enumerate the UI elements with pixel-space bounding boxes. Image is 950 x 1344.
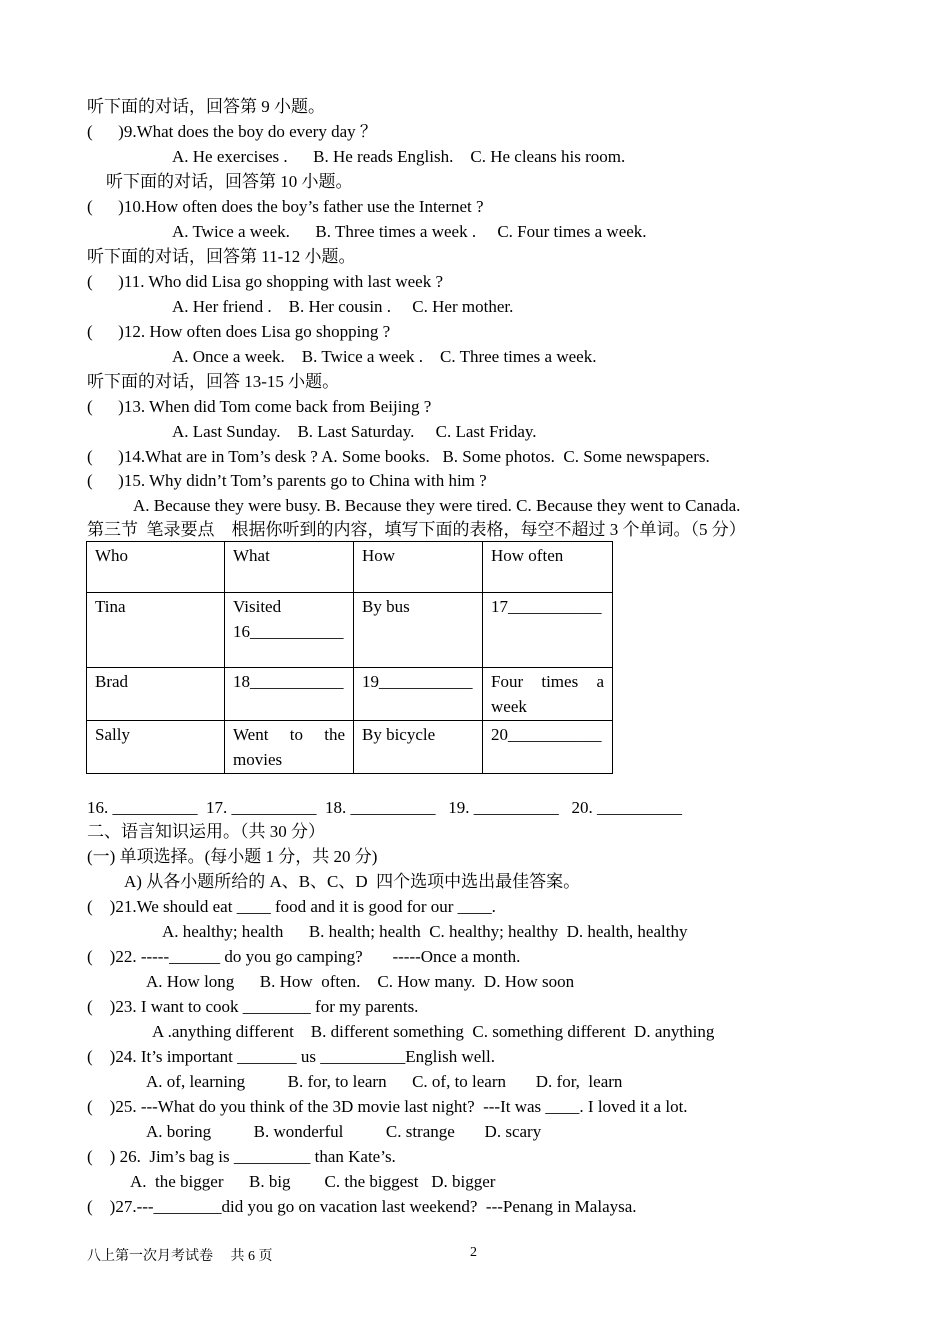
section-instruction: 第三节 笔录要点 根据你听到的内容，填写下面的表格，每空不超过 3 个单词。（5 分）: [87, 520, 746, 539]
question-23-options: A .anything different B. different something C. something different D. anything: [152, 1022, 715, 1041]
question-13: ( )13. When did Tom come back from Beijing ?: [87, 397, 432, 416]
table-cell: Visited 16___________: [225, 593, 354, 668]
question-10: ( )10.How often does the boy’s father use the Internet ?: [87, 197, 484, 216]
question-24: ( )24. It’s important _______ us __________English well.: [87, 1047, 495, 1066]
note-table: [86, 541, 613, 774]
table-cell: 20___________: [483, 721, 613, 774]
table-row: [87, 668, 613, 721]
page-number: 2: [470, 1245, 477, 1260]
question-15-options: A. Because they were busy. B. Because they were tired. C. Because they went to Canada.: [133, 496, 741, 515]
question-26-options: A. the bigger B. big C. the biggest D. bigger: [130, 1172, 496, 1191]
section-instruction: 听下面的对话，回答第 10 小题。: [106, 172, 353, 191]
question-26: ( ) 26. Jim’s bag is _________ than Kate’s.: [87, 1147, 396, 1166]
table-cell: Brad: [87, 668, 225, 721]
question-25: ( )25. ---What do you think of the 3D movie last night? ---It was ____. I loved it a lot.: [87, 1097, 688, 1116]
section-instruction: 听下面的对话，回答第 9 小题。: [87, 97, 325, 116]
table-cell: 17___________: [483, 593, 613, 668]
table-header-cell: How: [354, 542, 483, 593]
question-15: ( )15. Why didn’t Tom’s parents go to China with him ?: [87, 471, 487, 490]
table-header-cell: How often: [483, 542, 613, 593]
question-9-options: A. He exercises . B. He reads English. C. He cleans his room.: [172, 147, 626, 166]
question-14: ( )14.What are in Tom’s desk ? A. Some books. B. Some photos. C. Some newspapers.: [87, 447, 710, 466]
table-cell: Went to the movies: [225, 721, 354, 774]
section-instruction: 听下面的对话，回答 13-15 小题。: [87, 372, 340, 391]
table-header-cell: Who: [87, 542, 225, 593]
footer-title: 八上第一次月考试卷 共 6 页: [87, 1249, 273, 1264]
table-cell: 19___________: [354, 668, 483, 721]
question-13-options: A. Last Sunday. B. Last Saturday. C. Last Friday.: [172, 422, 537, 441]
question-12-options: A. Once a week. B. Twice a week . C. Three times a week.: [172, 347, 597, 366]
subsection-instruction: A) 从各小题所给的 A、B、C、D 四个选项中选出最佳答案。: [124, 872, 581, 891]
question-21: ( )21.We should eat ____ food and it is good for our ____.: [87, 897, 496, 916]
question-11-options: A. Her friend . B. Her cousin . C. Her mother.: [172, 297, 514, 316]
part-heading: 二、语言知识运用。（共 30 分）: [87, 822, 325, 841]
table-header-row: [87, 542, 613, 593]
question-9: ( )9.What does the boy do every day ？: [87, 122, 377, 141]
question-12: ( )12. How often does Lisa go shopping ?: [87, 322, 391, 341]
question-24-options: A. of, learning B. for, to learn C. of, to learn D. for, learn: [146, 1072, 623, 1091]
question-22: ( )22. -----______ do you go camping? -----Once a month.: [87, 947, 521, 966]
table-cell: By bicycle: [354, 721, 483, 774]
question-11: ( )11. Who did Lisa go shopping with last week ?: [87, 272, 444, 291]
question-21-options: A. healthy; health B. health; health C. healthy; healthy D. health, healthy: [162, 922, 688, 941]
table-cell: 18___________: [225, 668, 354, 721]
question-23: ( )23. I want to cook ________ for my parents.: [87, 997, 419, 1016]
question-10-options: A. Twice a week. B. Three times a week . C. Four times a week.: [172, 222, 647, 241]
question-25-options: A. boring B. wonderful C. strange D. scary: [146, 1122, 542, 1141]
answer-blanks: 16. __________ 17. __________ 18. __________ 19. __________ 20. __________: [87, 798, 682, 817]
section-instruction: 听下面的对话，回答第 11-12 小题。: [87, 247, 356, 266]
table-cell: Tina: [87, 593, 225, 668]
table-row: [87, 593, 613, 668]
question-22-options: A. How long B. How often. C. How many. D. How soon: [146, 972, 575, 991]
table-header-cell: What: [225, 542, 354, 593]
table-cell: Four times a week: [483, 668, 613, 721]
subsection-heading: (一) 单项选择。(每小题 1 分，共 20 分): [87, 847, 378, 866]
table-cell: By bus: [354, 593, 483, 668]
question-27: ( )27.---________did you go on vacation last weekend? ---Penang in Malaysa.: [87, 1197, 637, 1216]
table-cell: Sally: [87, 721, 225, 774]
table-row: [87, 721, 613, 774]
